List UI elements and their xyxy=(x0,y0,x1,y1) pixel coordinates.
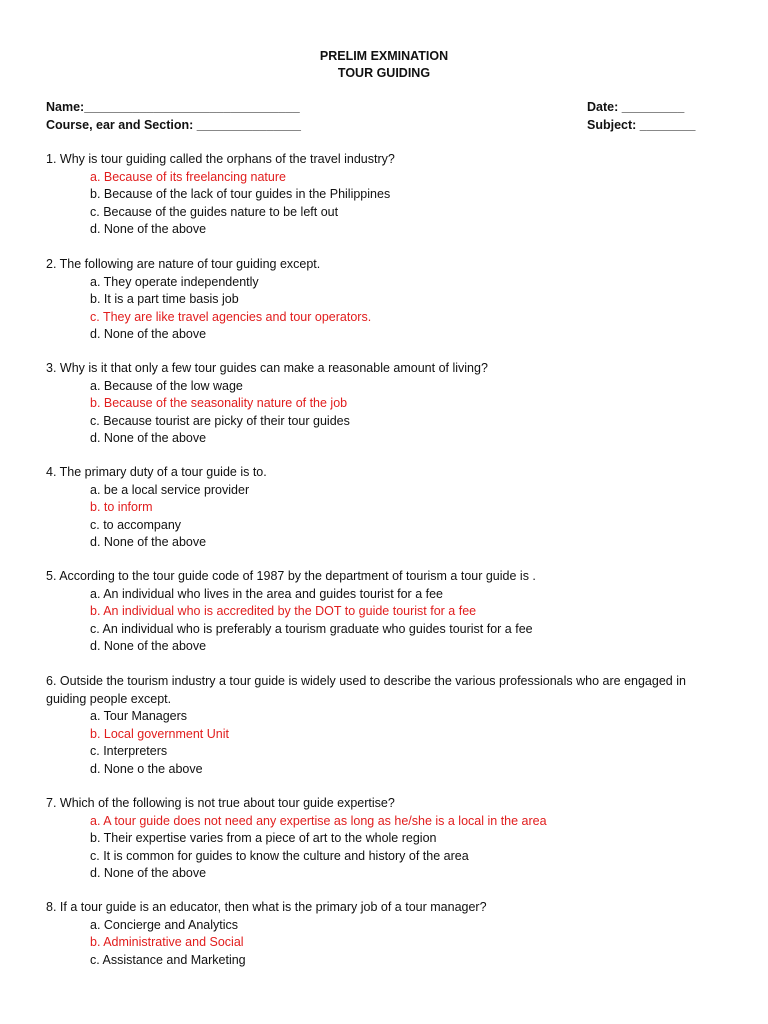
question-text: 1. Why is tour guiding called the orphans of the travel industry? xyxy=(46,152,395,166)
answer-option: a. Tour Managers xyxy=(90,709,188,723)
answer-option-correct: a. A tour guide does not need any expertise as long as he/she is a local in the area xyxy=(90,813,547,828)
answer-option: a. An individual who lives in the area and guides tourist for a fee xyxy=(90,586,443,601)
exam-title: PRELIM EXMINATION xyxy=(319,49,449,63)
answer-option: a. They operate independently xyxy=(90,274,259,289)
answer-option: a. be a local service provider xyxy=(90,482,250,497)
question-8 xyxy=(46,899,706,969)
answer-option-correct: b. An individual who is accredited by the DOT to guide tourist for a fee xyxy=(90,604,477,618)
question-7 xyxy=(46,795,706,883)
date-field: Date: _________ xyxy=(587,100,685,114)
answer-option: b. Their expertise varies from a piece of art to the whole region xyxy=(90,831,437,845)
question-5 xyxy=(46,568,706,656)
answer-option: d. None of the above xyxy=(90,639,207,653)
question-text: 3. Why is it that only a few tour guides can make a reasonable amount of living? xyxy=(46,361,488,375)
question-text: 6. Outside the tourism industry a tour guide is widely used to describe the various professionals who are engaged in guiding people except. xyxy=(46,674,686,706)
header-row-course xyxy=(46,117,696,134)
answer-option: b. It is a part time basis job xyxy=(90,292,239,306)
answer-option-correct: a. Because of its freelancing nature xyxy=(90,169,286,184)
answer-option: c. Assistance and Marketing xyxy=(90,952,246,967)
answer-option-correct: b. to inform xyxy=(90,500,153,514)
exam-title-block xyxy=(0,48,768,82)
answer-option: a. Because of the low wage xyxy=(90,378,243,393)
answer-option-correct: b. Local government Unit xyxy=(90,726,229,741)
answer-option: d. None of the above xyxy=(90,431,207,445)
answer-option: d. None of the above xyxy=(90,535,207,549)
subject-field: Subject: ________ xyxy=(587,118,696,132)
question-3 xyxy=(46,360,706,448)
answer-option: c. Because of the guides nature to be left out xyxy=(90,204,339,219)
answer-option: b. Because of the lack of tour guides in the Philippines xyxy=(90,187,391,201)
answer-option: d. None of the above xyxy=(90,327,207,341)
answer-option-correct: c. They are like travel agencies and tour operators. xyxy=(90,309,372,324)
exam-subtitle: TOUR GUIDING xyxy=(337,66,431,80)
header-row-name xyxy=(46,99,691,116)
answer-option: d. None of the above xyxy=(90,222,207,236)
question-1 xyxy=(46,151,706,239)
answer-option: a. Concierge and Analytics xyxy=(90,917,239,932)
answer-option: d. None o the above xyxy=(90,761,203,776)
question-4 xyxy=(46,464,706,552)
answer-option: c. It is common for guides to know the culture and history of the area xyxy=(90,848,469,863)
answer-option: c. An individual who is preferably a tourism graduate who guides tourist for a fee xyxy=(90,621,533,636)
answer-option: c. to accompany xyxy=(90,517,182,532)
answer-option-correct: b. Because of the seasonality nature of the job xyxy=(90,396,348,410)
answer-option: d. None of the above xyxy=(90,866,207,880)
question-text: 2. The following are nature of tour guiding except. xyxy=(46,257,321,271)
course-field: Course, ear and Section: _______________ xyxy=(46,118,302,132)
question-text: 8. If a tour guide is an educator, then what is the primary job of a tour manager? xyxy=(46,900,487,914)
question-text: 5. According to the tour guide code of 1987 by the department of tourism a tour guide is . xyxy=(46,569,536,583)
answer-option: c. Interpreters xyxy=(90,744,168,758)
question-text: 7. Which of the following is not true about tour guide expertise? xyxy=(46,796,395,810)
question-6 xyxy=(46,673,706,778)
answer-option-correct: b. Administrative and Social xyxy=(90,935,244,949)
name-field: Name:_______________________________ xyxy=(46,100,300,114)
question-2 xyxy=(46,256,706,344)
answer-option: c. Because tourist are picky of their tour guides xyxy=(90,413,350,428)
question-text: 4. The primary duty of a tour guide is to. xyxy=(46,465,267,479)
